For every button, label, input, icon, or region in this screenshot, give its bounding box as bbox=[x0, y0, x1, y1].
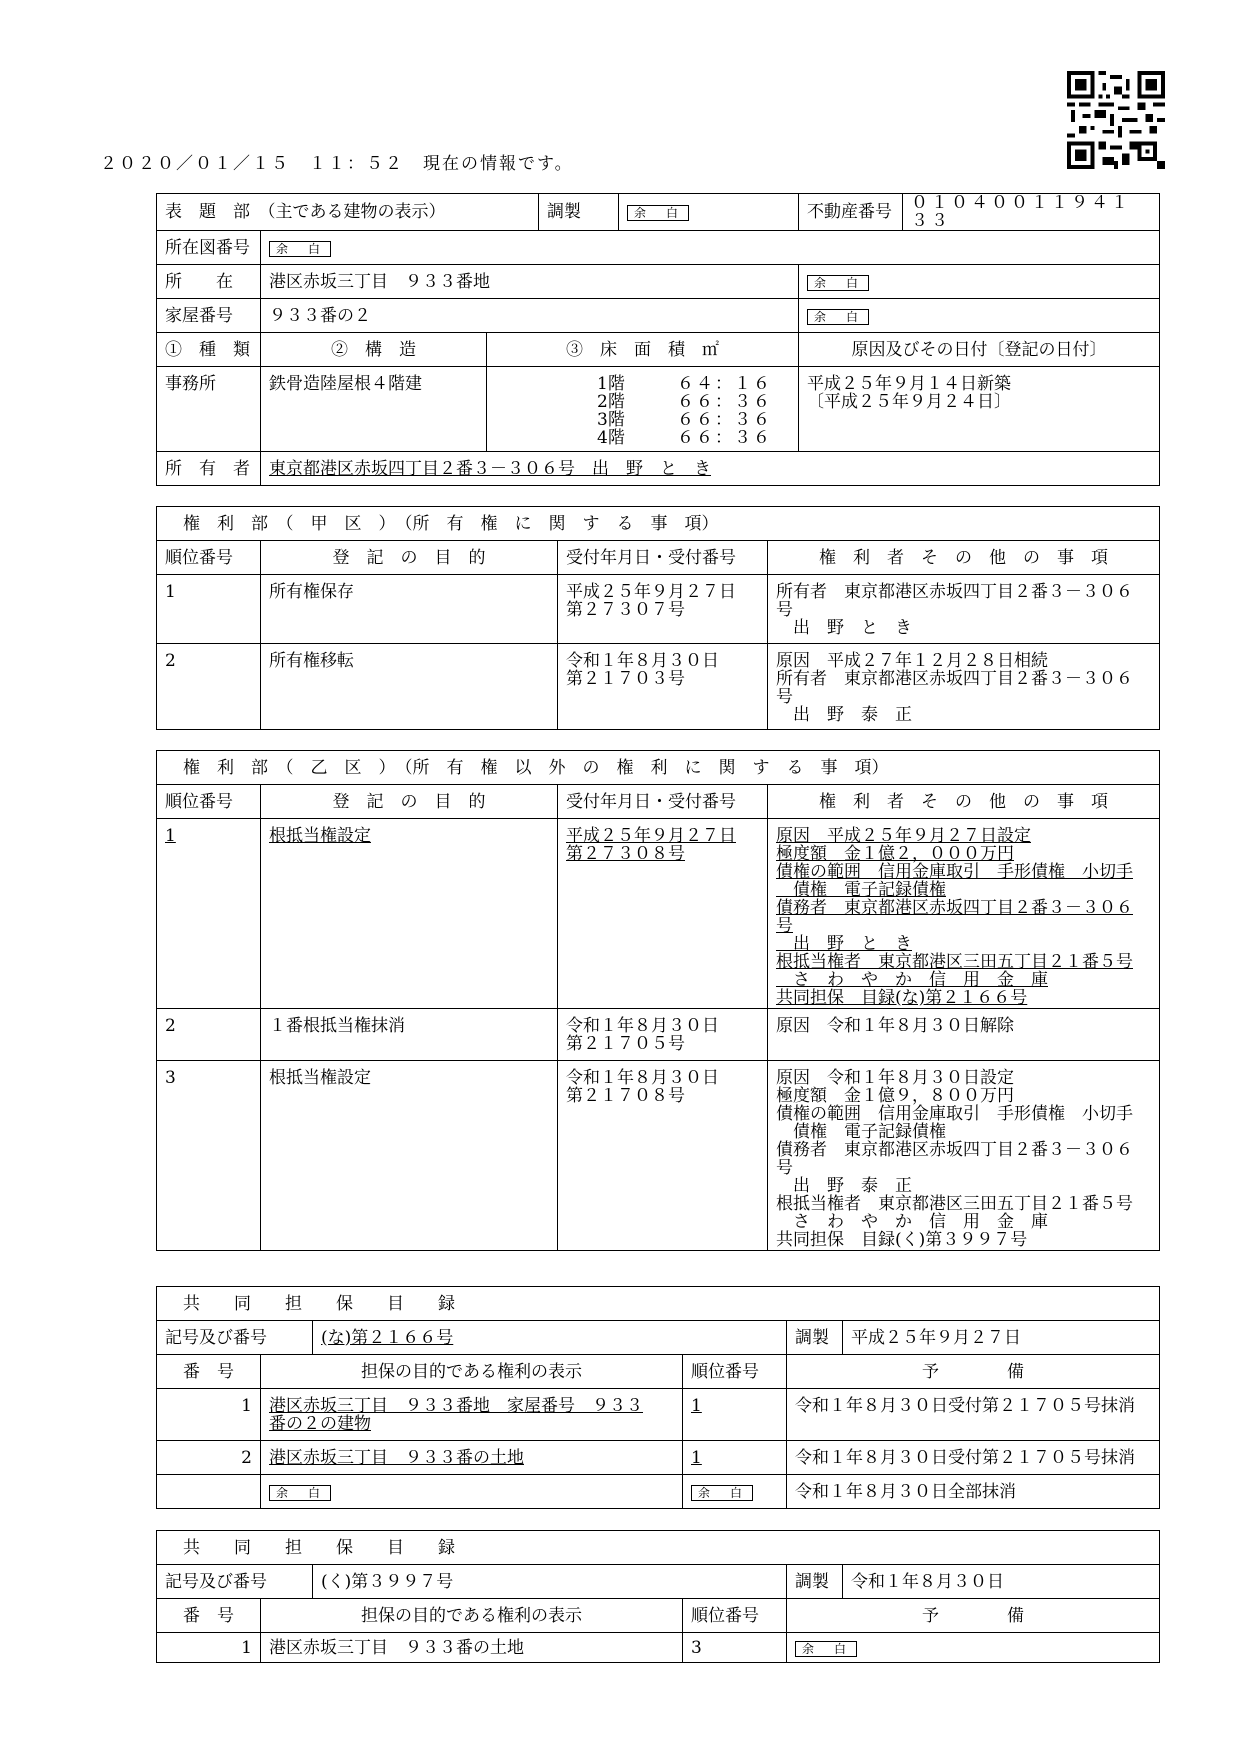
rank-cell: 余 白 bbox=[691, 1485, 753, 1501]
h-disp: 担保の目的である権利の表示 bbox=[261, 1599, 683, 1633]
h-yobi: 予 備 bbox=[787, 1355, 1160, 1389]
col-shurui: ① 種 類 bbox=[157, 333, 261, 367]
purpose-cell: 所有権保存 bbox=[261, 575, 558, 644]
disp-cell: 港区赤坂三丁目 ９３３番の土地 bbox=[269, 1447, 524, 1468]
yobi-cell: 令和１年８月３０日全部抹消 bbox=[787, 1475, 1160, 1509]
rank-cell: 2 bbox=[157, 644, 261, 730]
floor-row: 2階 ６６：３６ bbox=[597, 392, 772, 412]
h-rank: 順位番号 bbox=[157, 785, 261, 819]
other-cell: 原因 平成２５年９月２７日設定 極度額 金１億２，０００万円 債権の範囲 信用金庫取引 手形債権 小切手 債権 電子記録債権 債務者 東京都港区赤坂四丁目２番３－３０６ 号 出 野 と き 根抵当権者 東京都港区三田五丁目２１番５号 さ わ や か 信 用 金 庫 共同担保 目録(な)第２１６６号 bbox=[768, 819, 1160, 1009]
kyodo-table-2 bbox=[156, 1530, 1160, 1663]
yobi-cell: 令和１年８月３０日受付第２１７０５号抹消 bbox=[787, 1441, 1160, 1475]
kouku-table bbox=[156, 506, 1160, 730]
otsuku-title: 権 利 部 （ 乙 区 ） （所 有 権 以 外 の 権 利 に 関 す る 事 項） bbox=[157, 751, 1160, 785]
purpose-cell: １番根抵当権抹消 bbox=[261, 1009, 558, 1061]
h-purpose: 登 記 の 目 的 bbox=[261, 541, 558, 575]
fudosan-label: 不動産番号 bbox=[799, 194, 903, 231]
disp-cell: 港区赤坂三丁目 ９３３番の土地 bbox=[261, 1633, 683, 1663]
shozaizu-value: 余 白 bbox=[269, 241, 331, 257]
chosei-label: 調製 bbox=[787, 1321, 843, 1355]
disp-cell: 港区赤坂三丁目 ９３３番地 家屋番号 ９３３ 番の２の建物 bbox=[261, 1389, 683, 1441]
h-disp: 担保の目的である権利の表示 bbox=[261, 1355, 683, 1389]
h-rank: 順位番号 bbox=[683, 1599, 787, 1633]
h-no: 番 号 bbox=[157, 1599, 261, 1633]
floor-row: 1階 ６４：１６ bbox=[597, 374, 772, 394]
owner-label: 所 有 者 bbox=[157, 452, 261, 486]
genin-cell bbox=[799, 367, 1160, 452]
h-rank: 順位番号 bbox=[157, 541, 261, 575]
h-date: 受付年月日・受付番号 bbox=[558, 541, 768, 575]
kouku-title: 権 利 部 （ 甲 区 ） （所 有 権 に 関 す る 事 項） bbox=[157, 507, 1160, 541]
kigo-value: (く)第３９９７号 bbox=[313, 1565, 787, 1599]
shurui-value: 事務所 bbox=[157, 367, 261, 452]
rank-cell: 3 bbox=[157, 1061, 261, 1251]
h-other: 権 利 者 そ の 他 の 事 項 bbox=[768, 785, 1160, 819]
kaoku-value: ９３３番の２ bbox=[261, 299, 799, 333]
purpose-cell: 根抵当権設定 bbox=[269, 826, 371, 846]
h-other: 権 利 者 そ の 他 の 事 項 bbox=[768, 541, 1160, 575]
h-no: 番 号 bbox=[157, 1355, 261, 1389]
other-cell: 所有者 東京都港区赤坂四丁目２番３－３０６ 号 出 野 と き bbox=[768, 575, 1160, 644]
chosei-value: 令和１年８月３０日 bbox=[843, 1565, 1160, 1599]
rank-cell: 3 bbox=[683, 1633, 787, 1663]
kyodo-title: 共 同 担 保 目 録 bbox=[157, 1531, 1160, 1565]
genin-line: 平成２５年９月１４日新築 bbox=[807, 374, 1012, 394]
yobi-cell: 令和１年８月３０日受付第２１７０５号抹消 bbox=[787, 1389, 1160, 1441]
chosei-label: 調製 bbox=[787, 1565, 843, 1599]
timestamp: ２０２０／０１／１５ １１：５２ 現在の情報です。 bbox=[100, 154, 574, 174]
date-cell: 令和１年８月３０日 第２１７０５号 bbox=[558, 1009, 768, 1061]
date-cell: 令和１年８月３０日 第２１７０８号 bbox=[558, 1061, 768, 1251]
otsuku-table bbox=[156, 750, 1160, 1251]
shozai-value: 港区赤坂三丁目 ９３３番地 bbox=[261, 265, 799, 299]
other-cell: 原因 令和１年８月３０日設定 極度額 金１億９，８００万円 債権の範囲 信用金庫取引 手形債権 小切手 債権 電子記録債権 債務者 東京都港区赤坂四丁目２番３－３０６ 号 出 野 泰 正 根抵当権者 東京都港区三田五丁目２１番５号 さ わ や か 信 用 金 庫 共同担保 目録(く)第３９９７号 bbox=[768, 1061, 1160, 1251]
shozai-label: 所 在 bbox=[157, 265, 261, 299]
shozaizu-label: 所在図番号 bbox=[157, 231, 261, 265]
other-cell: 原因 令和１年８月３０日解除 bbox=[768, 1009, 1160, 1061]
rank-cell: 1 bbox=[157, 575, 261, 644]
date-cell: 平成２５年９月２７日 第２７３０８号 bbox=[558, 819, 768, 1009]
kozo-value: 鉄骨造陸屋根４階建 bbox=[261, 367, 487, 452]
floor-row: 4階 ６６：３６ bbox=[597, 428, 772, 448]
purpose-cell: 所有権移転 bbox=[261, 644, 558, 730]
date-cell: 平成２５年９月２７日 第２７３０７号 bbox=[558, 575, 768, 644]
disp-cell: 余 白 bbox=[269, 1485, 331, 1501]
no-cell: 1 bbox=[157, 1633, 261, 1663]
rank-cell: 1 bbox=[165, 826, 176, 846]
h-rank: 順位番号 bbox=[683, 1355, 787, 1389]
chosei-label: 調製 bbox=[539, 194, 619, 231]
kigo-value: (な)第２１６６号 bbox=[321, 1327, 454, 1348]
floor-row: 3階 ６６：３６ bbox=[597, 410, 772, 430]
purpose-cell: 根抵当権設定 bbox=[261, 1061, 558, 1251]
chosei-value: 平成２５年９月２７日 bbox=[843, 1321, 1160, 1355]
kyodo-title: 共 同 担 保 目 録 bbox=[157, 1287, 1160, 1321]
no-cell: 1 bbox=[157, 1389, 261, 1441]
shozai-note: 余 白 bbox=[807, 275, 869, 291]
no-cell: 2 bbox=[157, 1441, 261, 1475]
kigo-label: 記号及び番号 bbox=[157, 1321, 313, 1355]
col-kozo: ② 構 造 bbox=[261, 333, 487, 367]
rank-cell: 1 bbox=[691, 1447, 702, 1468]
other-cell: 原因 平成２７年１２月２８日相続 所有者 東京都港区赤坂四丁目２番３－３０６ 号 出 野 泰 正 bbox=[768, 644, 1160, 730]
hyodai-title: 表 題 部 （主である建物の表示） bbox=[157, 194, 539, 231]
hyodai-table bbox=[156, 193, 1160, 486]
qr-code-icon bbox=[1067, 71, 1165, 169]
col-yuka: ③ 床 面 積 ㎡ bbox=[487, 333, 799, 367]
kaoku-note: 余 白 bbox=[807, 309, 869, 325]
kaoku-label: 家屋番号 bbox=[157, 299, 261, 333]
yobi-cell: 余 白 bbox=[795, 1641, 857, 1657]
owner-value: 東京都港区赤坂四丁目２番３－３０６号 出 野 と き bbox=[269, 458, 711, 479]
h-yobi: 予 備 bbox=[787, 1599, 1160, 1633]
date-cell: 令和１年８月３０日 第２１７０３号 bbox=[558, 644, 768, 730]
kigo-label: 記号及び番号 bbox=[157, 1565, 313, 1599]
h-date: 受付年月日・受付番号 bbox=[558, 785, 768, 819]
genin-line: 〔平成２５年９月２４日〕 bbox=[807, 392, 1012, 412]
rank-cell: 1 bbox=[691, 1396, 702, 1416]
fudosan-value: ０１０４００１１９４１３３ bbox=[903, 194, 1160, 231]
h-purpose: 登 記 の 目 的 bbox=[261, 785, 558, 819]
col-genin: 原因及びその日付〔登記の日付〕 bbox=[799, 333, 1160, 367]
rank-cell: 2 bbox=[157, 1009, 261, 1061]
kyodo-table-1 bbox=[156, 1286, 1160, 1509]
chosei-value: 余 白 bbox=[627, 205, 689, 221]
floor-areas bbox=[487, 367, 799, 452]
